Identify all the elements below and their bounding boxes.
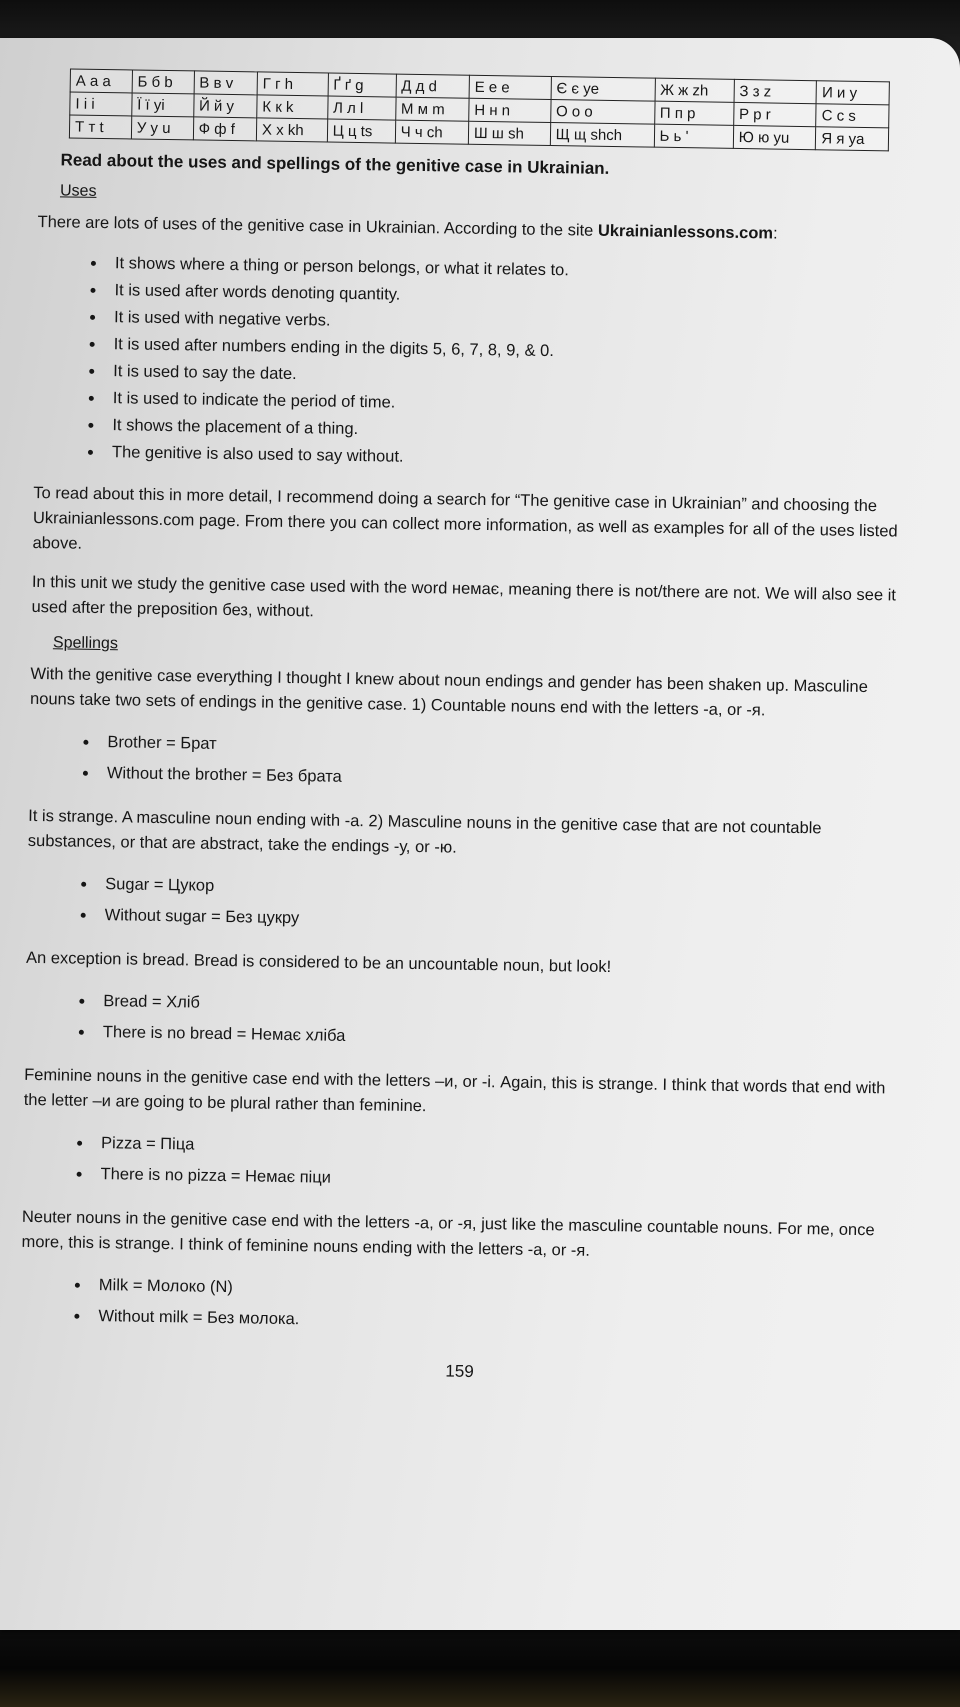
alphabet-cell: Ц ц ts [327, 119, 395, 143]
spellings-paragraph-3: An exception is bread. Bread is considered to be an uncountable noun, but look! [25, 948, 612, 977]
alphabet-cell: Б б b [132, 70, 194, 94]
list-item: • Without milk = Без молока. [90, 1301, 900, 1345]
alphabet-cell: Ґ ґ g [328, 73, 396, 97]
alphabet-cell: О о o [550, 100, 654, 125]
alphabet-cell: І і i [70, 92, 132, 116]
alphabet-cell: Щ щ shch [550, 123, 654, 148]
list-item: • There is no pizza = Немає піци [92, 1159, 902, 1203]
spellings-paragraph-5: Neuter nouns in the genitive case end with the letters -а, or -я, just like the masculine countable nouns. For me, once more, this is strange. I think of feminine nouns ending with the letters -а, or -я. [21, 1207, 875, 1260]
alphabet-cell: А а a [70, 69, 132, 93]
alphabet-cell: Х х kh [256, 118, 327, 142]
alphabet-cell: Л л l [327, 96, 395, 120]
list-item: • The genitive is also used to say without. [104, 439, 914, 479]
uses-intro [37, 210, 917, 249]
page-content [19, 68, 919, 1389]
alphabet-cell: У у u [131, 116, 193, 140]
alphabet-cell: Ч ч ch [395, 120, 469, 144]
list-item: • It shows where a thing or person belongs, or what it relates to. [107, 250, 917, 290]
example-list-3 [25, 985, 906, 1061]
spellings-paragraph-4: Feminine nouns in the genitive case end with the letters –и, or -і. Again, this is strange. I think that words that end with the letter –и are going to be plural rather than feminine. [23, 1065, 886, 1116]
alphabet-cell: Ф ф f [193, 117, 257, 141]
alphabet-cell: Ю ю yu [733, 125, 816, 149]
alphabet-table [69, 68, 890, 151]
list-item: • Pizza = Піца [93, 1128, 903, 1172]
uses-heading: Uses [59, 182, 97, 200]
list-item: • Bread = Хліб [95, 986, 905, 1030]
list-item: • There is no bread = Немає хліба [95, 1017, 905, 1061]
detail-paragraph: To read about this in more detail, I recommend doing a search for “The genitive case in Ukrainian” and choosing the Ukrainianlessons.com page. From there you can collect more information, as well as examples for all of the uses listed above. [32, 483, 898, 553]
example-list-1 [29, 726, 910, 802]
page-number: 159 [445, 1361, 474, 1381]
alphabet-cell: И и y [816, 81, 889, 105]
alphabet-cell: К к k [257, 95, 328, 119]
uses-list [34, 249, 917, 479]
alphabet-cell: Р р r [733, 102, 816, 126]
uses-intro-site: Ukrainianlessons.com [597, 221, 774, 243]
alphabet-cell: Н н n [469, 98, 551, 122]
page-title: Read about the uses and spellings of the genitive case in Ukrainian. [60, 150, 610, 178]
example-list-4 [22, 1127, 903, 1203]
alphabet-cell: С с s [816, 104, 889, 128]
alphabet-cell: Ї ї yi [131, 93, 193, 117]
list-item: • Sugar = Цукор [97, 869, 907, 913]
alphabet-cell: Е е e [469, 75, 551, 99]
list-item: • Milk = Молоко (N) [91, 1270, 901, 1314]
alphabet-cell: Є є ye [551, 77, 655, 102]
alphabet-cell: В в v [194, 71, 258, 95]
list-item: • It is used after words denoting quantity. [106, 277, 916, 317]
list-item: • Without sugar = Без цукру [96, 900, 906, 944]
list-item: • It is used with negative verbs. [106, 304, 916, 344]
alphabet-cell: П п p [654, 101, 734, 125]
book-page [0, 38, 960, 1630]
list-item: • It is used after numbers ending in the digits 5, 6, 7, 8, 9, & 0. [105, 331, 915, 371]
list-item: • It is used to say the date. [105, 358, 915, 398]
spellings-paragraph-1: With the genitive case everything I thought I knew about noun endings and gender has been shaken up. Masculine nouns take two sets of endings in the genitive case. 1) Countable nouns end with the letters -а, or -я. [29, 664, 869, 720]
list-item: • It is used to indicate the period of time. [105, 385, 915, 425]
example-list-2 [26, 868, 907, 944]
alphabet-cell: Г г h [257, 72, 328, 96]
alphabet-cell: Й й y [193, 94, 257, 118]
list-item: • Brother = Брат [99, 727, 909, 771]
list-item: • Without the brother = Без брата [99, 758, 909, 802]
alphabet-cell: Д д d [396, 74, 470, 98]
alphabet-cell: Т т t [69, 115, 131, 139]
spellings-paragraph-2: It is strange. A masculine noun ending with -а. 2) Masculine nouns in the genitive case that are not countable substances, or that are abstract, take the endings -у, or -ю. [27, 806, 822, 857]
list-item: • It shows the placement of a thing. [104, 412, 914, 452]
alphabet-cell: Я я ya [816, 127, 889, 151]
alphabet-cell: Ь ь ʹ [654, 124, 734, 148]
alphabet-cell: З з z [734, 79, 817, 103]
alphabet-cell: Ш ш sh [468, 121, 550, 145]
spellings-heading: Spellings [52, 634, 119, 653]
unit-paragraph: In this unit we study the genitive case used with the word немає, meaning there is not/there are not. We will also see it used after the preposition без, without. [31, 572, 897, 621]
alphabet-cell: Ж ж zh [655, 78, 735, 102]
uses-intro-end: : [772, 224, 778, 243]
example-list-5 [20, 1269, 901, 1345]
alphabet-cell: М м m [395, 97, 469, 121]
uses-intro-text: There are lots of uses of the genitive case in Ukrainian. According to the site [37, 212, 599, 240]
